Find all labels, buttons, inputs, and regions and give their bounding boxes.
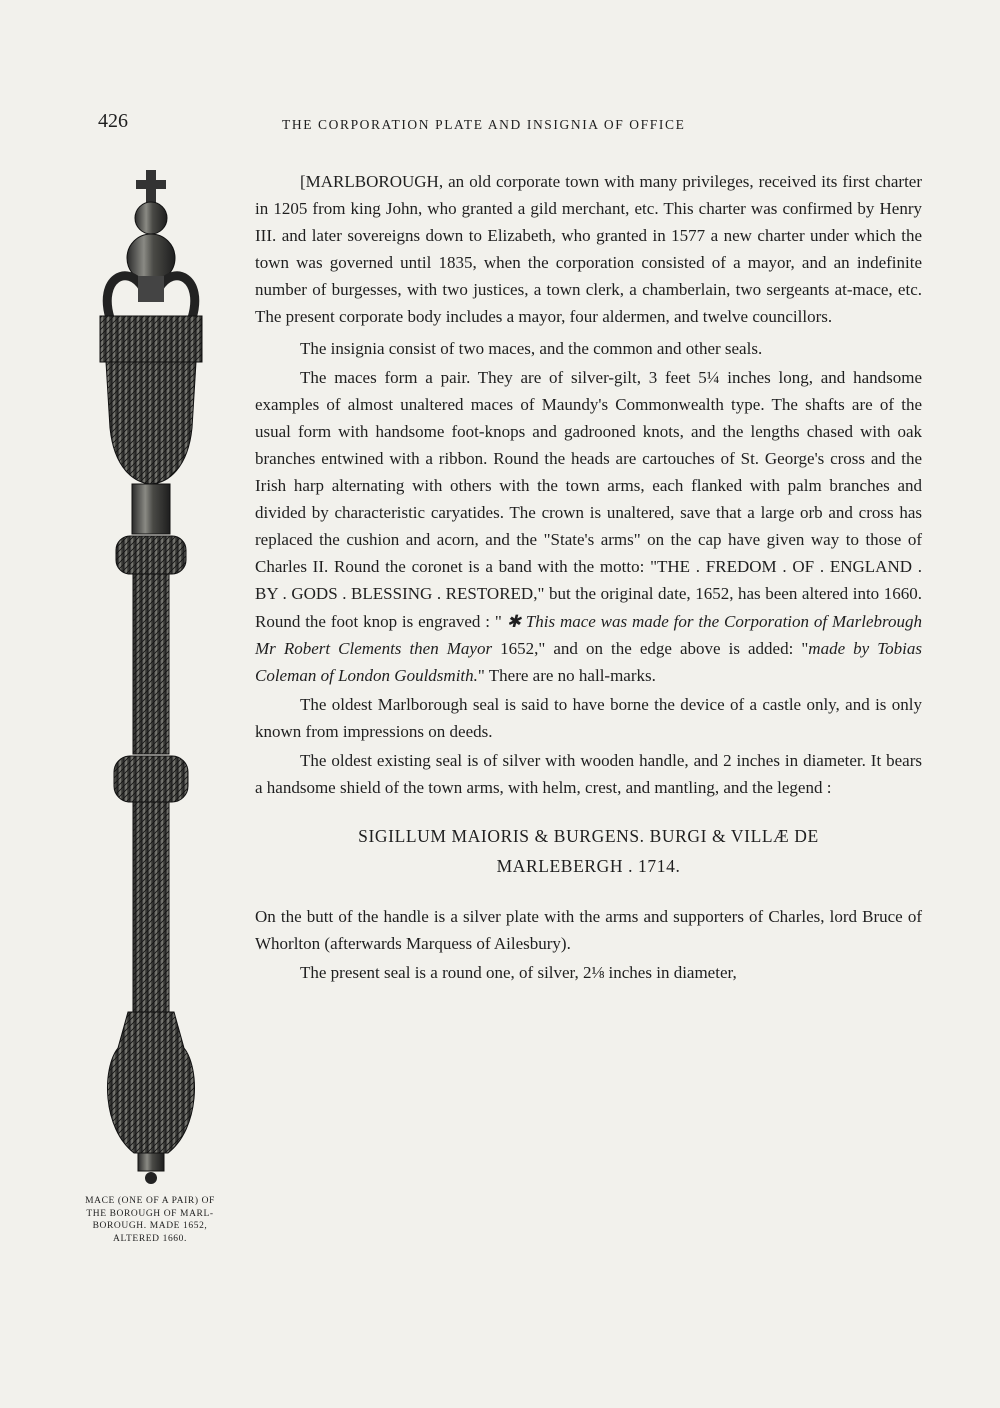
seal-legend-line-1: SIGILLUM MAIORIS & BURGENS. BURGI & VILLÆ DE [358, 826, 819, 847]
maker-inscription: made by Tobias Coleman of London Gouldsmith. [255, 638, 922, 685]
paragraph-insignia: The insignia consist of two maces, and the common and other seals. [300, 338, 763, 358]
maces-text-end: " There are no hall-marks. [477, 665, 656, 685]
running-head: THE CORPORATION PLATE AND INSIGNIA OF OFFICE [282, 117, 686, 132]
foot-knop-inscription: ✱ This mace was made for the Corporation of Marlebrough Mr Robert Clements then Mayor [255, 611, 922, 658]
seal-legend [255, 821, 922, 881]
paragraph-present-seal: The present seal is a round one, of silver, 2⅛ inches in diameter, [300, 963, 737, 983]
figure-caption: MACE (ONE OF A PAIR) OF THE BOROUGH OF MARL-BOROUGH. MADE 1652, ALTERED 1660. [85, 1196, 215, 1244]
paragraph-maces [255, 364, 922, 689]
maces-text-cont: 1652," and on the edge above is added: " [492, 638, 809, 658]
mace-illustration [88, 168, 214, 1188]
paragraph-existing-seal: The oldest existing seal is of silver with wooden handle, and 2 inches in diameter. It bears a handsome shield of the town arms, with helm, crest, and mantling, and the legend : [255, 750, 922, 798]
paragraph-marlborough-history: [MARLBOROUGH, an old corporate town with many privileges, received its first charter in 1205 from king John, who granted a gild merchant, etc. This charter was confirmed by Henry III. and later sovereigns down to Elizabeth, who granted in 1577 a new charter under which the town was governed until 1835, when the corporation consisted of a mayor, and an indefinite number of burgesses, with two justices, a town clerk, a chamberlain, two sergeants at-mace, etc. The present corporate body includes a mayor, four aldermen, and twelve councillors. [255, 172, 922, 327]
body-text [255, 168, 922, 986]
paragraph-oldest-seal: The oldest Marlborough seal is said to have borne the device of a castle only, and is only known from impressions on deeds. [255, 694, 922, 741]
maces-text: The maces form a pair. They are of silver-gilt, 3 feet 5¼ inches long, and handsome examples of almost unaltered maces of Maundy's Commonwealth type. The shafts are of the usual form with handsome foot-knops and gadrooned knots, and the lengths chased with oak branches entwined with a ribbon. Round the heads are cartouches of St. George's cross and the Irish harp alternating with others with the town arms, each flanked with palm branches and divided by characteristic caryatides. The crown is unaltered, save that a large orb and cross has replaced the cushion and acorn, and the "State's arms" on the cap have given way to those of Charles II. Round the coronet is a band with the motto: "THE . FREDOM . OF . ENGLAND . BY . GODS . BLESSING . RESTORED," but the original date, 1652, has been altered into 1660. Round the foot knop is engraved : " [255, 367, 922, 631]
seal-legend-line-2: MARLEBERGH . 1714. [496, 856, 681, 877]
page-number: 426 [98, 110, 128, 132]
paragraph-handle-plate: On the butt of the handle is a silver plate with the arms and supporters of Charles, lord Bruce of Whorlton (afterwards Marquess of Ailesbury). [255, 907, 922, 954]
